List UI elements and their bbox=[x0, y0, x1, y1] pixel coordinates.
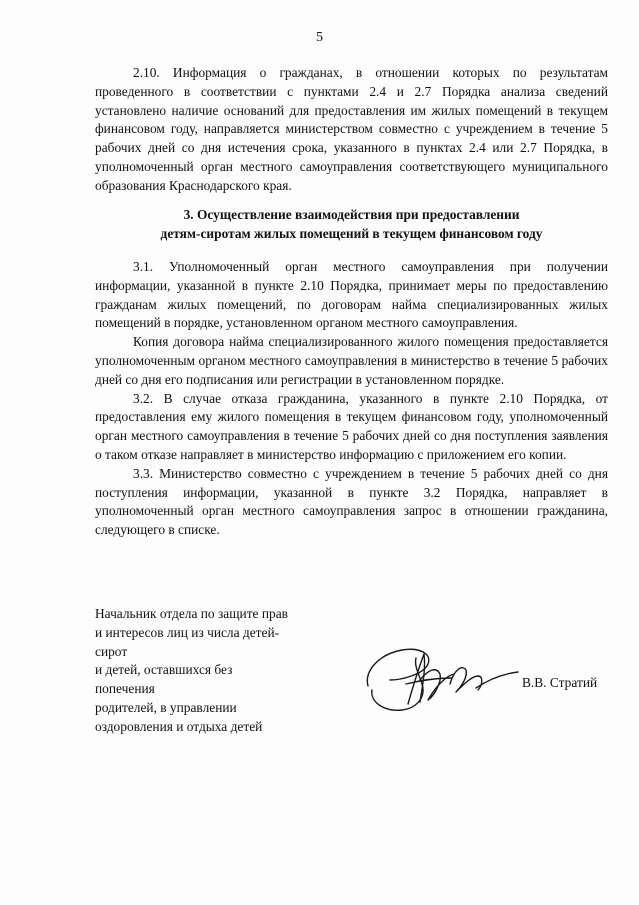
section-3-text bbox=[95, 258, 608, 540]
section-3-heading-line-1: 3. Осуществление взаимодействия при предоставлении bbox=[183, 207, 520, 222]
signer-position-line-2: и интересов лиц из числа детей-сирот bbox=[95, 624, 280, 659]
signer-position-line-3: и детей, оставшихся без попечения bbox=[95, 662, 233, 697]
signer-position-line-5: оздоровления и отдыха детей bbox=[95, 718, 263, 734]
signer-position bbox=[95, 605, 295, 737]
section-3-heading bbox=[95, 205, 608, 243]
paragraph-3-2: 3.2. В случае отказа гражданина, указанного в пункте 2.10 Порядка, от предоставления ему жилого помещения в текущем финансовом году, уполномоченный орган местного самоуправления в течение 5 рабочих дней со дня поступления заявления о таком отказе направляет в министерство информацию с приложением его копии. bbox=[95, 390, 608, 462]
section-2-10-text bbox=[95, 64, 608, 196]
signer-name: В.В. Стратий bbox=[522, 675, 598, 690]
page-number: 5 bbox=[316, 30, 323, 45]
signer-position-line-1: Начальник отдела по защите прав bbox=[95, 606, 288, 621]
paragraph-contract-copy: Копия договора найма специализированного жилого помещения предоставляется уполномоченным органом местного самоуправления в министерство в течение 5 рабочих дней со дня его подписания или регистрации в установленном порядке. bbox=[95, 334, 608, 387]
paragraph-2-10: 2.10. Информация о гражданах, в отношении которых по результатам проведенного в соответствии с пунктами 2.4 и 2.7 Порядка анализа сведений установлено наличие оснований для предоставления им жилых помещений в текущем финансовом году, направляется министерством совместно с учреждением в течение 5 рабочих дней со дня истечения срока, указанного в пунктах 2.4 или 2.7 Порядка, в уполномоченный орган местного самоуправления соответствующего муниципального образования Краснодарского края. bbox=[95, 65, 608, 193]
signer-position-line-4: родителей, в управлении bbox=[95, 699, 237, 715]
paragraph-3-1: 3.1. Уполномоченный орган местного самоуправления при получении информации, указанной в пункте 2.10 Порядка, принимает меры по предоставлению гражданам жилых помещений, по договорам найма специализированных жилых помещений в порядке, установленном органом местного самоуправления. bbox=[95, 259, 608, 331]
paragraph-3-3: 3.3. Министерство совместно с учреждением в течение 5 рабочих дней со дня поступления информации, указанной в пункте 3.2 Порядка, направляет в уполномоченный орган местного самоуправления запрос в отношении гражданина, следующего в списке. bbox=[95, 465, 608, 538]
section-3-heading-line-2: детям-сиротам жилых помещений в текущем финансовом году bbox=[160, 226, 543, 241]
handwritten-signature bbox=[362, 640, 522, 720]
